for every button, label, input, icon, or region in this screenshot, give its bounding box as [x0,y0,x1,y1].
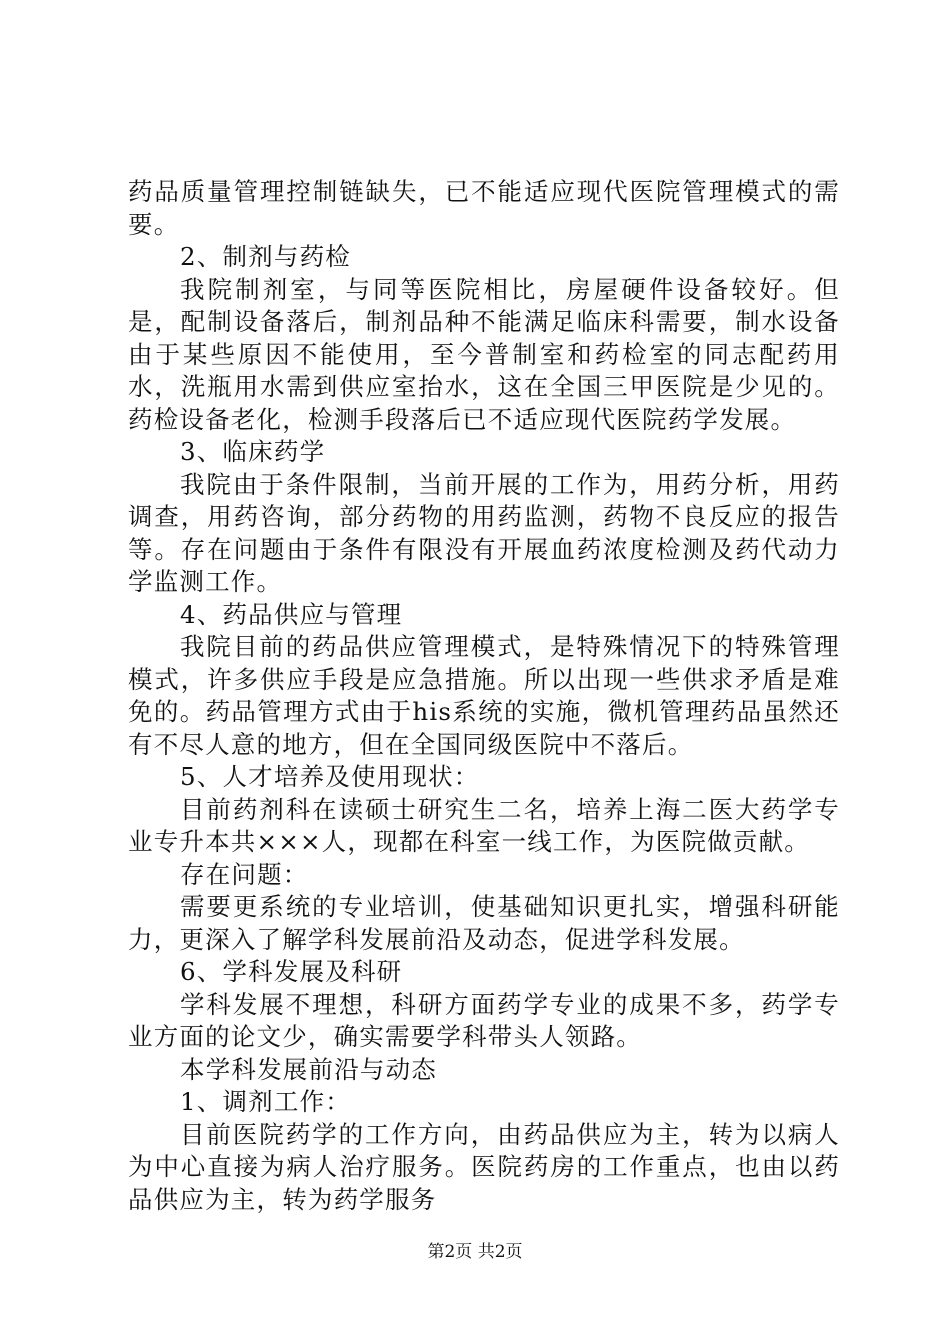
paragraph-continuation: 药品质量管理控制链缺失，已不能适应现代医院管理模式的需要。 [128,177,840,239]
paragraph-research: 学科发展不理想，科研方面药学专业的成果不多，药学专业方面的论文少，确实需要学科带头人领路。 [128,989,840,1051]
section-heading-clinical-pharmacy: 3、临床药学 [180,437,326,466]
section-heading-preparation: 2、制剂与药检 [180,242,351,271]
section-heading-dispensing: 1、调剂工作： [180,1087,351,1116]
paragraph-dispensing: 目前医院药学的工作方向，由药品供应为主，转为以病人为中心直接为病人治疗服务。医院药房的工作重点，也由以药品供应为主，转为药学服务 [128,1119,840,1214]
page-footer: 第2页 共2页 [427,1242,523,1262]
section-heading-talent: 5、人才培养及使用现状： [180,762,480,791]
paragraph-problems: 需要更系统的专业培训，使基础知识更扎实，增强科研能力，更深入了解学科发展前沿及动态，促进学科发展。 [128,892,840,954]
paragraph-clinical-pharmacy: 我院由于条件限制，当前开展的工作为，用药分析，用药调查，用药咨询，部分药物的用药监测，药物不良反应的报告等。存在问题由于条件有限没有开展血药浓度检测及药代动力学监测工作。 [128,469,840,596]
paragraph-preparation: 我院制剂室，与同等医院相比，房屋硬件设备较好。但是，配制设备落后，制剂品种不能满足临床科需要，制水设备由于某些原因不能使用，至今普制室和药检室的同志配药用水，洗瓶用水需到供应室抬水，这在全国三甲医院是少见的。药检设备老化，检测手段落后已不适应现代医院药学发展。 [128,274,840,434]
subheading-problems: 存在问题： [180,859,309,889]
document-body [128,176,840,1216]
paragraph-talent: 目前药剂科在读硕士研究生二名，培养上海二医大药学专业专升本共×××人，现都在科室一线工作，为医院做贡献。 [128,794,840,856]
section-heading-research: 6、学科发展及科研 [180,957,403,986]
section-heading-frontier: 本学科发展前沿与动态 [180,1054,437,1084]
section-heading-drug-supply: 4、药品供应与管理 [180,599,403,629]
paragraph-drug-supply: 我院目前的药品供应管理模式，是特殊情况下的特殊管理模式，许多供应手段是应急措施。所以出现一些供求矛盾是难免的。药品管理方式由于his系统的实施，微机管理药品虽然还有不尽人意的地方，但在全国同级医院中不落后。 [128,632,840,759]
